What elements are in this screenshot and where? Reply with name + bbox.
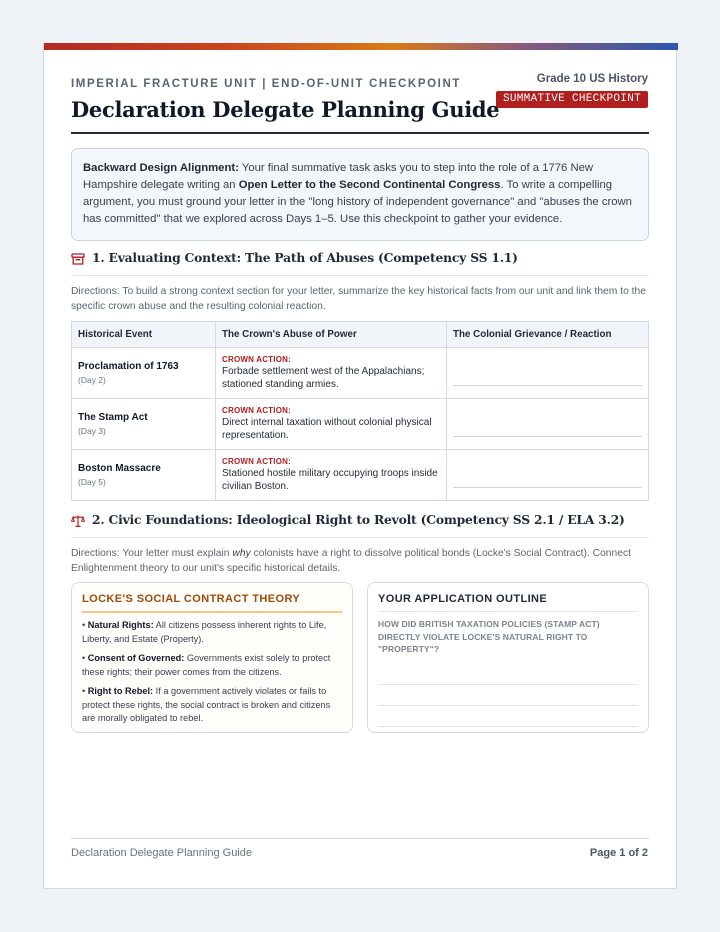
scales-icon bbox=[71, 514, 85, 528]
bullet-text: Governments exist solely to protect these rights; their power comes from the citizens. bbox=[82, 653, 331, 677]
event-day: (Day 2) bbox=[78, 375, 106, 385]
event-name: The Stamp Act bbox=[78, 412, 148, 423]
bullet-text: All citizens possess inherent rights to Life, Liberty, and Estate (Property). bbox=[82, 620, 327, 644]
locke-bullet: • Right to Rebel: If a government actively violates or fails to protect these rights, the social contract is broken and citizens are morally obligated to rebel. bbox=[82, 686, 331, 723]
callout-emphasis: Open Letter to the Second Continental Congress bbox=[238, 179, 501, 191]
directions-text-2: colonists have a right to dissolve political bonds (Locke's Social Contract). Connect Enlightenment theory to our unit's specific historical details. bbox=[71, 548, 631, 574]
table-header-row bbox=[72, 322, 649, 348]
crown-action-tag: CROWN ACTION: bbox=[222, 405, 291, 415]
bullet-term: Natural Rights: bbox=[87, 620, 154, 630]
archive-box-icon bbox=[71, 252, 85, 266]
answer-line[interactable] bbox=[378, 726, 638, 727]
callout-text-2: . To write a compelling argument, you must ground your letter in the "long history of independent governance" and "abuses the crown has committed" that we explored across Days 1–5. Use this checkpoint to gather your evidence. bbox=[83, 179, 632, 225]
event-name: Boston Massacre bbox=[78, 463, 161, 474]
directions-emphasis: why bbox=[232, 548, 251, 559]
abuse-cell bbox=[216, 399, 447, 450]
column-header-event: Historical Event bbox=[72, 322, 216, 348]
section-1-title: 1. Evaluating Context: The Path of Abuses (Competency SS 1.1) bbox=[92, 250, 518, 265]
grievance-answer-cell[interactable] bbox=[447, 399, 649, 450]
locke-card-title: LOCKE'S SOCIAL CONTRACT THEORY bbox=[82, 593, 342, 613]
page-title: Declaration Delegate Planning Guide bbox=[71, 97, 500, 122]
section-2-directions bbox=[71, 546, 649, 576]
callout-text-1: Your final summative task asks you to step into the role of a 1776 New Hampshire delegate writing an bbox=[83, 162, 594, 191]
worksheet-page bbox=[43, 43, 677, 889]
events-table bbox=[71, 321, 649, 501]
grievance-answer-cell[interactable] bbox=[447, 450, 649, 501]
table-row bbox=[72, 348, 649, 399]
section-2-heading bbox=[71, 512, 649, 538]
event-day: (Day 3) bbox=[78, 426, 106, 436]
callout-lead: Backward Design Alignment: bbox=[83, 162, 239, 174]
section-2-title: 2. Civic Foundations: Ideological Right to Revolt (Competency SS 2.1 / ELA 3.2) bbox=[92, 512, 625, 527]
locke-bullet: • Natural Rights: All citizens possess inherent rights to Life, Liberty, and Estate (Property). bbox=[82, 620, 327, 644]
table-row bbox=[72, 450, 649, 501]
event-cell bbox=[72, 399, 216, 450]
locke-theory-card bbox=[71, 582, 353, 733]
column-header-abuse: The Crown's Abuse of Power bbox=[216, 322, 447, 348]
summative-badge: SUMMATIVE CHECKPOINT bbox=[496, 91, 648, 108]
bullet-term: Consent of Governed: bbox=[87, 653, 185, 663]
bullet-term: Right to Rebel: bbox=[87, 686, 154, 696]
crown-action-tag: CROWN ACTION: bbox=[222, 456, 291, 466]
grievance-answer-cell[interactable] bbox=[447, 348, 649, 399]
abuse-cell bbox=[216, 450, 447, 501]
page-number: Page 1 of 2 bbox=[589, 847, 648, 859]
abuse-text: Direct internal taxation without colonial physical representation. bbox=[222, 416, 432, 441]
application-prompt: HOW DID BRITISH TAXATION POLICIES (STAMP ACT) DIRECTLY VIOLATE LOCKE'S NATURAL RIGHT TO "PROPERTY"? bbox=[378, 619, 600, 654]
footer-doc-title: Declaration Delegate Planning Guide bbox=[71, 847, 253, 859]
answer-line[interactable] bbox=[378, 684, 638, 685]
event-cell bbox=[72, 450, 216, 501]
answer-line bbox=[453, 436, 642, 437]
event-name: Proclamation of 1763 bbox=[78, 361, 179, 372]
footer-divider bbox=[71, 838, 649, 839]
event-day: (Day 5) bbox=[78, 477, 106, 487]
crown-action-tag: CROWN ACTION: bbox=[222, 354, 291, 364]
accent-gradient-bar bbox=[44, 43, 678, 50]
grade-label: Grade 10 US History bbox=[536, 73, 648, 85]
section-1-directions: Directions: To build a strong context section for your letter, summarize the key historical facts from our unit and link them to the specific crown abuse and the resulting colonial reaction. bbox=[71, 286, 646, 312]
unit-label: IMPERIAL FRACTURE UNIT | END-OF-UNIT CHECKPOINT bbox=[71, 78, 461, 90]
answer-line bbox=[453, 385, 642, 386]
locke-bullet: • Consent of Governed: Governments exist solely to protect these rights; their power comes from the citizens. bbox=[82, 653, 331, 677]
event-cell bbox=[72, 348, 216, 399]
directions-text-1: Directions: Your letter must explain bbox=[71, 548, 233, 559]
answer-line bbox=[453, 487, 642, 488]
title-divider bbox=[71, 132, 649, 134]
application-outline-card bbox=[367, 582, 649, 733]
abuse-text: Stationed hostile military occupying troops inside civilian Boston. bbox=[222, 467, 438, 492]
abuse-cell bbox=[216, 348, 447, 399]
backward-design-callout bbox=[71, 148, 649, 241]
column-header-grievance: The Colonial Grievance / Reaction bbox=[447, 322, 649, 348]
bullet-text: If a government actively violates or fails to protect these rights, the social contract is broken and citizens are morally obligated to rebel. bbox=[82, 686, 331, 723]
answer-line[interactable] bbox=[378, 705, 638, 706]
table-row bbox=[72, 399, 649, 450]
application-card-title: YOUR APPLICATION OUTLINE bbox=[378, 593, 638, 612]
section-1-heading bbox=[71, 250, 649, 276]
abuse-text: Forbade settlement west of the Appalachians; stationed standing armies. bbox=[222, 365, 425, 390]
